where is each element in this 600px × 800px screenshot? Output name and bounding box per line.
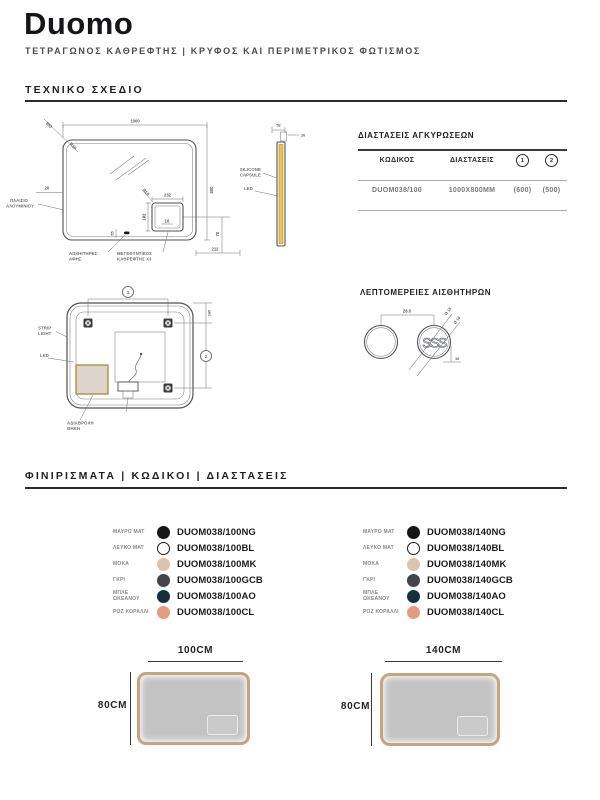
dim-magnifier-top: 232: [164, 192, 171, 198]
finish-item: [113, 556, 308, 572]
driver-box-icon: [118, 382, 138, 391]
finish-code: DUOM038/100MK: [177, 558, 257, 570]
finish-code: DUOM038/100GCB: [177, 574, 263, 586]
finish-swatch: [157, 606, 170, 619]
finish-label: ΜΑΥΡΟ ΜΑΤ: [363, 529, 395, 535]
label-capsule-line2: CAPSULE: [239, 172, 261, 178]
side-profile-drawing: [225, 112, 315, 270]
finish-code: DUOM038/140AO: [427, 590, 506, 602]
finish-label: ΓΚΡΙ: [113, 577, 126, 583]
label-magnifier-line1: ΜΕΓΕΘΥΝΤΙΚΟΣ: [117, 251, 152, 256]
waterproof-case-icon: [76, 365, 108, 394]
dim-sensor-d2: Ø 16: [452, 315, 462, 325]
finish-code: DUOM038/140MK: [427, 558, 507, 570]
section-rule: [25, 100, 567, 102]
silicone-capsule-icon: [281, 132, 287, 141]
dim-sensor-depth: 10: [455, 356, 460, 361]
table-header-row: [358, 151, 567, 171]
magnifier-zone-icon: [457, 716, 488, 736]
finish-item: [113, 540, 308, 556]
label-strip-light-line2: LIGHT: [38, 331, 52, 336]
finish-code: DUOM038/140GCB: [427, 574, 513, 586]
finish-label: ΡΟΖ ΚΟΡΑΛΛΙ: [113, 609, 149, 615]
height-dim-line: [130, 672, 131, 745]
table-data-row: [358, 181, 567, 201]
anchor-mount-icon: [164, 319, 173, 328]
finish-item: [363, 524, 558, 540]
finish-list-140: [363, 524, 558, 620]
product-subtitle: ΤΕΤΡΑΓΩΝΟΣ ΚΑΘΡΕΦΤΗΣ | ΚΡΥΦΟΣ ΚΑΙ ΠΕΡΙΜΕΤΡΙΚΟΣ ΦΩΤΙΣΜΟΣ: [25, 46, 422, 56]
front-view-drawing: [0, 112, 260, 270]
finish-swatch: [157, 590, 170, 603]
finish-swatch: [157, 574, 170, 587]
anchor-table-title: ΔΙΑΣΤΑΣΕΙΣ ΑΓΚΥΡΩΣΕΩΝ: [358, 131, 475, 140]
label-led: LED: [244, 186, 253, 191]
finish-item: [363, 572, 558, 588]
section-rule: [25, 487, 567, 489]
finish-item: [113, 588, 308, 604]
table-rule-bottom: [358, 210, 567, 211]
back-view-drawing: [0, 278, 260, 463]
cell-anchor-1: (600): [513, 187, 532, 195]
finish-code: DUOM038/140NG: [427, 526, 506, 538]
label-led-back: LED: [40, 353, 49, 358]
finish-swatch: [157, 526, 170, 539]
finish-label: ΛΕΥΚΟ ΜΑΤ: [113, 545, 144, 551]
finish-swatch: [407, 590, 420, 603]
finish-item: [363, 540, 558, 556]
touch-sensor-icon: [124, 232, 130, 235]
finish-swatch: [407, 574, 420, 587]
dim-sensor-spacing: 28.5: [402, 308, 412, 314]
label-magnifier-line2: ΚΑΘΡΕΦΤΗΣ X3: [117, 256, 152, 262]
finish-label: ΜΟΚΑ: [363, 561, 380, 567]
finish-code: DUOM038/100AO: [177, 590, 256, 602]
finish-swatch: [407, 558, 420, 571]
dim-frame: 20: [44, 185, 50, 191]
finish-item: [363, 556, 558, 572]
dim-magnifier-right: 70: [215, 231, 220, 237]
sensor-detail-drawing: [357, 300, 567, 390]
finish-item: [363, 588, 558, 604]
product-title: Duomo: [24, 6, 134, 41]
dim-magnifier-left: 182: [141, 213, 147, 221]
mirror-rendering-140: [380, 673, 500, 746]
finish-list-100: [113, 524, 308, 620]
finish-swatch: [407, 526, 420, 539]
size-height-label-100: 80CM: [97, 700, 127, 711]
finish-swatch: [407, 606, 420, 619]
label-strip-light-line1: STRIP: [38, 325, 52, 331]
col-header-anchor-1: 1: [516, 154, 529, 167]
dim-magnifier-center: 16: [164, 218, 170, 224]
finish-item: [113, 524, 308, 540]
cell-anchor-2: (500): [542, 187, 561, 195]
finish-code: DUOM038/100NG: [177, 526, 256, 538]
finish-label: ΛΕΥΚΟ ΜΑΤ: [363, 545, 394, 551]
label-frame-line1: ΠΛΑΙΣΙΟ: [10, 198, 29, 203]
col-header-dims: ΔΙΑΣΤΑΣΕΙΣ: [449, 157, 495, 165]
dim-magnifier-radius: R10: [141, 187, 151, 197]
mirror-rendering-100: [137, 672, 250, 745]
finish-swatch: [157, 558, 170, 571]
anchor-badge-2: 2: [204, 353, 208, 359]
anchor-mount-icon: [84, 319, 93, 328]
label-sensors-line1: ΑΙΣΘΗΤΗΡΕΣ: [69, 251, 98, 256]
size-width-label-100: 100CM: [177, 645, 214, 656]
finish-label: ΓΚΡΙ: [363, 577, 376, 583]
finish-label: ΜΑΥΡΟ ΜΑΤ: [113, 529, 145, 535]
led-strip-icon: [279, 145, 283, 244]
dim-diag: 950: [44, 120, 54, 130]
finish-code: DUOM038/100BL: [177, 542, 255, 554]
mirror-shine-icon: [110, 156, 149, 180]
dim-anchor-offset: 160: [207, 309, 212, 317]
finish-code: DUOM038/140CL: [427, 606, 505, 618]
col-header-code: ΚΩΔΙΚΟΣ: [379, 157, 415, 165]
dim-width: 1000: [130, 118, 140, 124]
cell-code: DUOM038/100: [372, 187, 422, 195]
dim-sensor-d1: Ø 18: [443, 306, 453, 316]
anchor-dimensions-table: [358, 131, 567, 211]
finish-label: ΜΠΛΕ ΩΚΕΑΝΟΥ: [113, 590, 140, 602]
sensor-symbols-icon: SSS: [422, 334, 446, 351]
anchor-mount-icon: [164, 384, 173, 393]
section-heading-technical: ΤΕΧΝΙΚΟ ΣΧΕΔΙΟ: [25, 84, 144, 96]
size-height-label-140: 80CM: [340, 701, 370, 712]
cell-dims: 1000X800MM: [448, 187, 496, 195]
dim-profile-width: 26: [301, 132, 306, 138]
finish-label: ΡΟΖ ΚΟΡΑΛΛΙ: [363, 609, 399, 615]
finish-swatch: [407, 542, 420, 555]
dim-magnifier-bottom: 212: [211, 246, 219, 252]
col-header-anchor-2: 2: [545, 154, 558, 167]
finish-item: [363, 604, 558, 620]
label-frame-line2: ΑΛΟΥΜΙΝΙΟΥ: [6, 203, 35, 209]
width-dim-line: [148, 661, 243, 662]
anchor-badge-1: 1: [126, 289, 130, 295]
label-case-line1: ΑΔΙΑΒΡΟΧΗ: [67, 420, 94, 426]
finish-label: ΜΠΛΕ ΩΚΕΑΝΟΥ: [363, 590, 390, 602]
cable-icon: [129, 355, 141, 382]
width-dim-line: [385, 661, 502, 662]
height-dim-line: [371, 673, 372, 746]
dim-height: 800: [209, 186, 214, 194]
finish-code: DUOM038/100CL: [177, 606, 255, 618]
finish-label: ΜΟΚΑ: [113, 561, 130, 567]
dim-radius: R30: [68, 141, 78, 151]
label-capsule-line1: SILICONE: [239, 167, 261, 172]
magnifier-zone-icon: [207, 715, 238, 735]
size-width-label-140: 140CM: [425, 645, 462, 656]
dim-profile-depth: 52: [276, 122, 281, 128]
finish-item: [113, 572, 308, 588]
section-heading-finishes: ΦΙΝΙΡΙΣΜΑΤΑ | ΚΩΔΙΚΟΙ | ΔΙΑΣΤΑΣΕΙΣ: [25, 470, 289, 482]
finish-item: [113, 604, 308, 620]
label-sensors-line2: ΑΦΗΣ: [69, 256, 82, 262]
dim-sensor: 55: [110, 231, 115, 236]
label-case-line2: ΘΗΚΗ: [67, 426, 81, 431]
sensor-detail-title: ΛΕΠΤΟΜΕΡΕΙΕΣ ΑΙΣΘΗΤΗΡΩΝ: [360, 288, 492, 297]
finish-swatch: [157, 542, 170, 555]
finish-code: DUOM038/140BL: [427, 542, 505, 554]
